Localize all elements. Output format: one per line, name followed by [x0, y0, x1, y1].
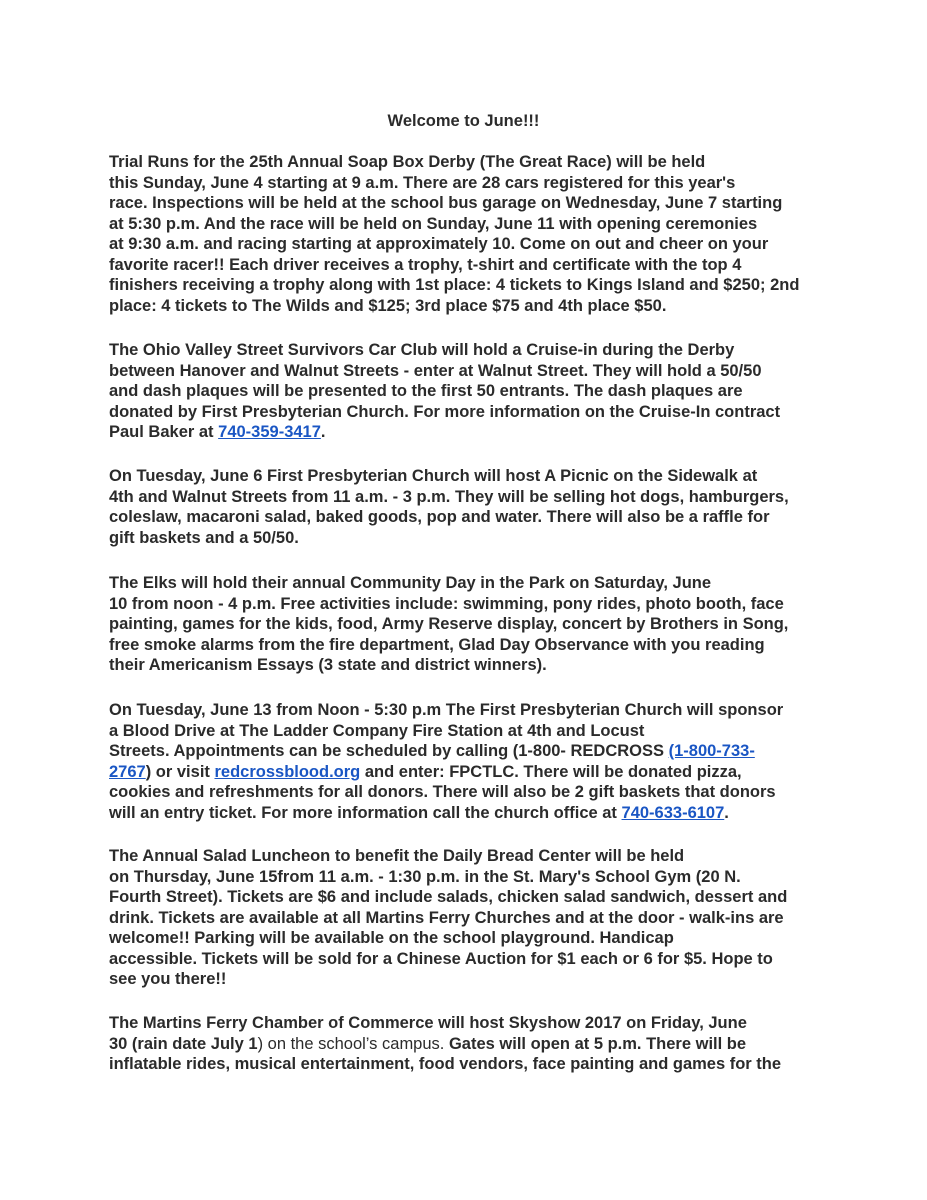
- text-line: 10 from noon - 4 p.m. Free activities include: swimming, pony rides, photo booth, face: [109, 594, 784, 613]
- paragraph-skyshow: [109, 1013, 781, 1075]
- text-segment: Streets. Appointments can be scheduled by calling (1-800- REDCROSS: [109, 742, 669, 760]
- text-line: Trial Runs for the 25th Annual Soap Box Derby (The Great Race) will be held: [109, 153, 706, 171]
- text-line: coleslaw, macaroni salad, baked goods, pop and water. There will also be a raffle for: [109, 508, 770, 526]
- text-segment: .: [320, 423, 326, 441]
- text-line: 4th and Walnut Streets from 11 a.m. - 3 p.m. They will be selling hot dogs, hamburgers,: [109, 487, 789, 506]
- text-segment: 30 (rain date July 1: [109, 1034, 258, 1053]
- text-line: their Americanism Essays (3 state and district winners).: [109, 656, 547, 674]
- text-line: a Blood Drive at The Ladder Company Fire Station at 4th and Locust: [109, 721, 645, 740]
- text-segment: .: [724, 803, 729, 822]
- phone-link-paul-baker[interactable]: 740-359-3417: [218, 423, 321, 441]
- paragraph-salad-luncheon: [109, 846, 787, 990]
- phone-link-church-office[interactable]: 740-633-6107: [621, 803, 725, 822]
- text-line: painting, games for the kids, food, Army Reserve display, concert by Brothers in Song,: [109, 615, 789, 633]
- text-line: at 5:30 p.m. And the race will be held on Sunday, June 11 with opening ceremonies: [109, 214, 758, 233]
- text-line: [109, 762, 783, 783]
- text-line: finishers receiving a trophy along with 1st place: 4 tickets to Kings Island and $250; 2nd: [109, 276, 800, 294]
- text-segment: Paul Baker at: [109, 423, 219, 441]
- text-line: favorite racer!! Each driver receives a trophy, t-shirt and certificate with the top 4: [109, 255, 742, 274]
- paragraph-blood-drive: [109, 700, 783, 823]
- text-line: on Thursday, June 15from 11 a.m. - 1:30 p.m. in the St. Mary's School Gym (20 N.: [109, 867, 741, 886]
- paragraph-soap-box-derby: [109, 152, 799, 316]
- text-line: donated by First Presbyterian Church. For more information on the Cruise-In contract: [109, 402, 781, 421]
- text-line: welcome!! Parking will be available on the school playground. Handicap: [109, 929, 674, 947]
- paragraph-picnic: [109, 466, 789, 548]
- text-line: place: 4 tickets to The Wilds and $125; 3rd place $75 and 4th place $50.: [109, 296, 667, 315]
- text-line: The Martins Ferry Chamber of Commerce will host Skyshow 2017 on Friday, June: [109, 1014, 747, 1032]
- text-line: between Hanover and Walnut Streets - enter at Walnut Street. They will hold a 50/50: [109, 361, 762, 380]
- paragraph-elks-community-day: [109, 573, 788, 676]
- text-segment: ) or visit: [145, 762, 215, 781]
- text-segment: will an entry ticket. For more information call the church office at: [109, 803, 622, 822]
- text-segment: Gates will open at 5 p.m. There will be: [448, 1034, 747, 1053]
- text-line: [109, 422, 780, 443]
- text-segment: ) on the school’s campus.: [257, 1034, 449, 1053]
- text-line: The Elks will hold their annual Community Day in the Park on Saturday, June: [109, 574, 712, 592]
- text-line: The Annual Salad Luncheon to benefit the Daily Bread Center will be held: [109, 847, 685, 865]
- text-line: gift baskets and a 50/50.: [109, 528, 299, 547]
- redcrossblood-link[interactable]: redcrossblood.org: [214, 762, 361, 781]
- text-line: at 9:30 a.m. and racing starting at approximately 10. Come on out and cheer on your: [109, 235, 769, 253]
- phone-link-redcross[interactable]: (1-800-733-: [668, 742, 755, 760]
- text-line: and dash plaques will be presented to the first 50 entrants. The dash plaques are: [109, 382, 743, 400]
- text-line: On Tuesday, June 6 First Presbyterian Church will host A Picnic on the Sidewalk at: [109, 467, 758, 485]
- text-line: Fourth Street). Tickets are $6 and include salads, chicken salad sandwich, dessert and: [109, 888, 788, 906]
- page-title: Welcome to June!!!: [387, 112, 540, 130]
- text-line: accessible. Tickets will be sold for a Chinese Auction for $1 each or 6 for $5. Hope to: [109, 949, 773, 968]
- text-line: race. Inspections will be held at the school bus garage on Wednesday, June 7 starting: [109, 194, 783, 212]
- text-line: free smoke alarms from the fire department, Glad Day Observance with you reading: [109, 635, 765, 654]
- text-line: On Tuesday, June 13 from Noon - 5:30 p.m The First Presbyterian Church will sponsor: [109, 701, 784, 719]
- text-line: [109, 741, 783, 762]
- text-line: drink. Tickets are available at all Martins Ferry Churches and at the door - walk-ins are: [109, 908, 784, 927]
- text-line: [109, 803, 783, 824]
- phone-link-redcross-continued[interactable]: 2767: [109, 762, 146, 781]
- text-line: see you there!!: [109, 970, 227, 988]
- text-line: this Sunday, June 4 starting at 9 a.m. There are 28 cars registered for this year's: [109, 173, 736, 192]
- text-segment: and enter: FPCTLC. There will be donated pizza,: [360, 762, 742, 781]
- text-line: [109, 1034, 781, 1055]
- text-line: cookies and refreshments for all donors. There will also be 2 gift baskets that donors: [109, 783, 776, 801]
- paragraph-car-club: [109, 340, 780, 443]
- text-line: The Ohio Valley Street Survivors Car Club will hold a Cruise-in during the Derby: [109, 341, 735, 359]
- text-line: inflatable rides, musical entertainment, food vendors, face painting and games for the: [109, 1055, 782, 1073]
